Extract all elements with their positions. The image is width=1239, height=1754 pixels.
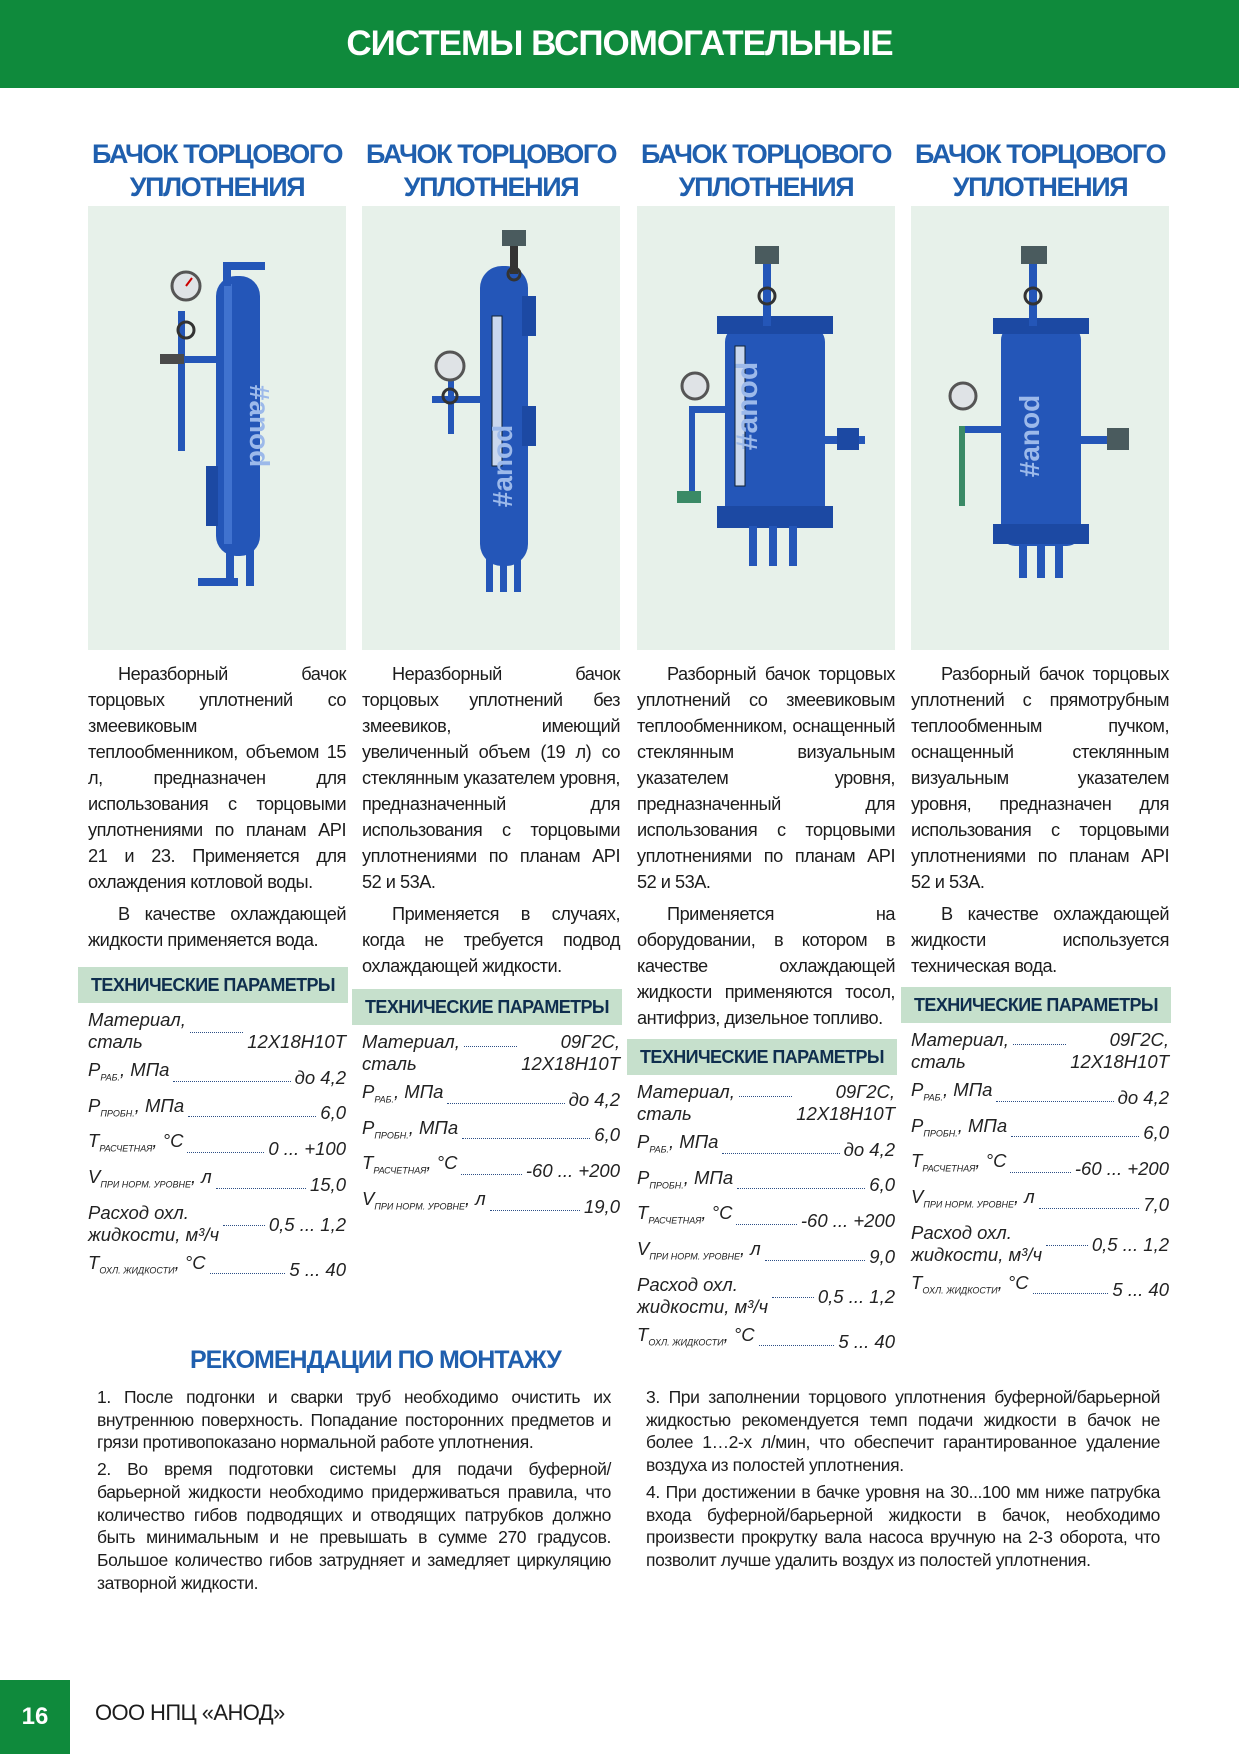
- product-column-sbtu3: [88, 138, 346, 1287]
- param-material: Материал, сталь 09Г2С, 12Х18Н10Т: [362, 1031, 620, 1074]
- param-p-test: $Р_{ПРОБН.}$, МПа 6,0: [911, 1114, 1169, 1144]
- product-column-sbtu521: [362, 138, 620, 1224]
- product-title-line2: УПЛОТНЕНИЯ: [403, 172, 579, 202]
- param-t-cool: $Т_{ОХЛ. ЖИДКОСТИ}$, °С 5 ... 40: [911, 1271, 1169, 1301]
- product-column-sbtu8: [637, 138, 895, 1359]
- product-title: [637, 138, 895, 208]
- tank-illustration: [911, 206, 1169, 650]
- param-t-cool: $Т_{ОХЛ. ЖИДКОСТИ}$, °С 5 ... 40: [88, 1251, 346, 1281]
- recommendation-item: 2. Во время подготовки системы для подачи буферной/барьерной жидкости необходимо придерживаться правила, что количество гибов подводящих и отводящих патрубков должно быть минимальным и не превышать в сумме 270 градусов. Большое количество гибов затрудняет и замедляет циркуляцию затворной жидкости.: [97, 1459, 611, 1593]
- params-header: ТЕХНИЧЕСКИЕ ПАРАМЕТРЫ: [627, 1039, 897, 1075]
- watermark-text: #anod: [244, 384, 275, 468]
- tank-illustration: [88, 206, 346, 650]
- product-description: [637, 661, 895, 1031]
- param-volume: $V_{ПРИ НОРМ. УРОВНЕ}$, л 7,0: [911, 1186, 1169, 1215]
- product-title-line2: УПЛОТНЕНИЯ: [952, 172, 1128, 202]
- param-material: Материал, сталь 09Г2С, 12Х18Н10Т: [911, 1029, 1169, 1072]
- description-paragraph: В качестве охлаждающей жидкости применяется вода.: [88, 904, 346, 950]
- param-material: Материал, сталь 12Х18Н10Т: [88, 1009, 346, 1052]
- params-list: [637, 1081, 895, 1353]
- recommendation-item: 3. При заполнении торцового уплотнения буферной/барьерной жидкостью рекомендуется темп подачи жидкости в бачок не более 1…2-х л/мин, что обеспечит гарантированное удаление воздуха из полостей уплотнения.: [646, 1387, 1160, 1476]
- watermark-text: #anod: [1014, 394, 1045, 478]
- watermark-text: #anod: [487, 424, 518, 508]
- param-t-calc: $Т_{РАСЧЕТНАЯ}$, °С -60 ... +200: [362, 1152, 620, 1182]
- product-description: [911, 661, 1169, 979]
- recommendations-title: РЕКОМЕНДАЦИИ ПО МОНТАЖУ: [190, 1346, 561, 1374]
- description-paragraph: В качестве охлаждающей жидкости используется техническая вода.: [911, 904, 1169, 976]
- param-p-work: $Р_{РАБ.}$, МПа до 4,2: [911, 1079, 1169, 1108]
- product-description: [362, 661, 620, 979]
- param-t-calc: $Т_{РАСЧЕТНАЯ}$, °С -60 ... +200: [637, 1202, 895, 1232]
- param-volume: $V_{ПРИ НОРМ. УРОВНЕ}$, л 9,0: [637, 1238, 895, 1267]
- product-title: [911, 138, 1169, 208]
- description-paragraph: Разборный бачок торцовых уплотнений со змеевиковым теплообменником, оснащенный стеклянным визуальным указателем уровня, предназначенный для использования с торцовыми уплотнениями по планам API 52 и 53А.: [637, 664, 895, 892]
- param-flow: Расход охл. жидкости, м³/ч 0,5 ... 1,2: [911, 1221, 1169, 1265]
- param-t-cool: $Т_{ОХЛ. ЖИДКОСТИ}$, °С 5 ... 40: [637, 1323, 895, 1353]
- param-p-work: $Р_{РАБ.}$, МПа до 4,2: [88, 1059, 346, 1088]
- param-volume: $V_{ПРИ НОРМ. УРОВНЕ}$, л 19,0: [362, 1188, 620, 1217]
- product-title-line2: УПЛОТНЕНИЯ: [129, 172, 305, 202]
- param-material: Материал, сталь 09Г2С, 12Х18Н10Т: [637, 1081, 895, 1124]
- description-paragraph: Разборный бачок торцовых уплотнений с прямотрубным теплообменным пучком, оснащенный стеклянным визуальным указателем уровня, предназначен для использования с торцовыми уплотнениями по планам API 52 и 53А.: [911, 664, 1169, 892]
- recommendation-item: 1. После подгонки и сварки труб необходимо очистить их внутреннюю поверхность. Попадание посторонних предметов и грязи противопоказано нормальной работе уплотнения.: [97, 1387, 611, 1453]
- product-title: [88, 138, 346, 208]
- param-t-calc: $Т_{РАСЧЕТНАЯ}$, °С -60 ... +200: [911, 1150, 1169, 1180]
- params-list: [911, 1029, 1169, 1301]
- product-title-line1: БАЧОК ТОРЦОВОГО: [91, 139, 343, 169]
- watermark-text: #anod: [731, 361, 764, 451]
- product-title-line2: УПЛОТНЕНИЯ: [678, 172, 854, 202]
- param-p-test: $Р_{ПРОБН.}$, МПа 6,0: [362, 1116, 620, 1146]
- product-photo: [637, 206, 895, 650]
- product-title-line1: БАЧОК ТОРЦОВОГО: [914, 139, 1166, 169]
- param-t-calc: $Т_{РАСЧЕТНАЯ}$, °С 0 ... +100: [88, 1130, 346, 1160]
- tank-illustration: [637, 206, 895, 650]
- param-p-work: $Р_{РАБ.}$, МПа до 4,2: [637, 1131, 895, 1160]
- product-description: [88, 661, 346, 953]
- product-photo: [362, 206, 620, 650]
- product-title-line1: БАЧОК ТОРЦОВОГО: [365, 139, 617, 169]
- recommendations-right: [646, 1386, 1160, 1576]
- param-volume: $V_{ПРИ НОРМ. УРОВНЕ}$, л 15,0: [88, 1166, 346, 1195]
- params-header: ТЕХНИЧЕСКИЕ ПАРАМЕТРЫ: [352, 989, 622, 1025]
- param-p-test: $Р_{ПРОБН.}$, МПа 6,0: [88, 1094, 346, 1124]
- params-list: [88, 1009, 346, 1281]
- product-photo: [911, 206, 1169, 650]
- company-name: ООО НПЦ «АНОД»: [95, 1700, 285, 1725]
- param-flow: Расход охл. жидкости, м³/ч 0,5 ... 1,2: [88, 1201, 346, 1245]
- product-title-line1: БАЧОК ТОРЦОВОГО: [640, 139, 892, 169]
- page-number: 16: [21, 1703, 49, 1730]
- recommendations-left: [97, 1386, 611, 1598]
- param-p-work: $Р_{РАБ.}$, МПа до 4,2: [362, 1081, 620, 1110]
- description-paragraph: Неразборный бачок торцовых уплотнений со змеевиковым теплообменником, объемом 15 л, предназначен для использования с торцовыми уплотнениями по планам API 21 и 23. Применяется для охлаждения котловой воды.: [88, 664, 346, 892]
- product-photo: [88, 206, 346, 650]
- params-list: [362, 1031, 620, 1218]
- tank-illustration: [362, 206, 620, 650]
- page-title: СИСТЕМЫ ВСПОМОГАТЕЛЬНЫЕ: [346, 24, 893, 63]
- description-paragraph: Применяется в случаях, когда не требуется подвод охлаждающей жидкости.: [362, 904, 620, 976]
- param-p-test: $Р_{ПРОБН.}$, МПа 6,0: [637, 1166, 895, 1196]
- product-column-sbtu9: [911, 138, 1169, 1307]
- product-title: [362, 138, 620, 208]
- params-header: ТЕХНИЧЕСКИЕ ПАРАМЕТРЫ: [901, 987, 1171, 1023]
- recommendation-item: 4. При достижении в бачке уровня на 30...100 мм ниже патрубка входа буферной/барьерной жидкости в бачок, необходимо произвести прокрутку вала насоса вручную на 2-3 оборота, что позволит лучше удалить воздух из полостей уплотнения.: [646, 1481, 1160, 1570]
- description-paragraph: Применяется на оборудовании, в котором в качестве охлаждающей жидкости применяются тосол, антифриз, дизельное топливо.: [637, 904, 895, 1028]
- param-flow: Расход охл. жидкости, м³/ч 0,5 ... 1,2: [637, 1273, 895, 1317]
- description-paragraph: Неразборный бачок торцовых уплотнений без змеевиков, имеющий увеличенный объем (19 л) со стеклянным указателем уровня, предназначенный для использования с торцовыми уплотнениями по планам API 52 и 53А.: [362, 664, 620, 892]
- params-header: ТЕХНИЧЕСКИЕ ПАРАМЕТРЫ: [78, 967, 348, 1003]
